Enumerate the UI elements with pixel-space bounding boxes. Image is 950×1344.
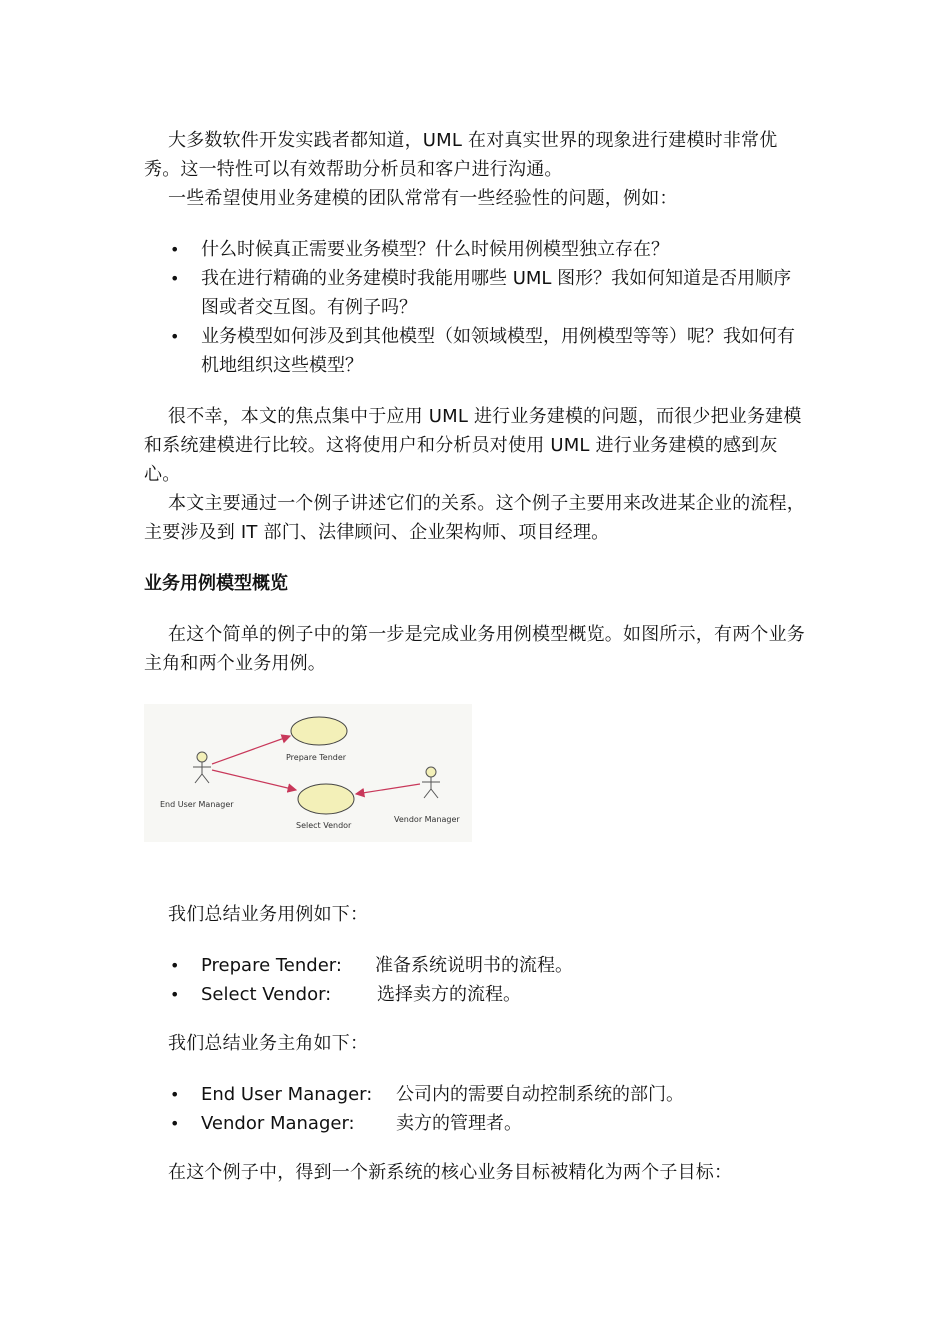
usecases-summary-lead: 我们总结业务用例如下： (168, 904, 369, 925)
usecase-list (144, 951, 808, 1009)
body-paragraph-4: 本文主要通过一个例子讲述它们的关系。这个例子主要用来改进某企业的流程，主要涉及到 IT 部门、法律顾问、企业架构师、项目经理。 (144, 493, 805, 543)
actor-vendor-manager-icon (422, 767, 440, 798)
association-arrow (356, 784, 420, 794)
bullet-icon: • (170, 269, 180, 288)
section-heading: 业务用例模型概览 (144, 573, 288, 594)
list-item: • Select Vendor: 选择卖方的流程。 (144, 980, 808, 1009)
usecase-prepare-tender-ellipse (291, 717, 347, 745)
actor-vendor-manager-label: Vendor Manager (394, 815, 460, 824)
list-item: • Vendor Manager: 卖方的管理者。 (144, 1109, 808, 1138)
question-list (144, 235, 808, 380)
actors-summary-lead: 我们总结业务主角如下： (168, 1033, 369, 1054)
usecase-select-vendor-ellipse (298, 784, 354, 814)
use-case-diagram (144, 704, 472, 842)
bullet-icon: • (170, 1114, 180, 1133)
usecase-prepare-tender-label: Prepare Tender (286, 753, 347, 762)
list-item: • 业务模型如何涉及到其他模型（如领域模型，用例模型等等）呢？我如何有机地组织这些模型？ (144, 322, 808, 380)
intro-paragraph-1: 大多数软件开发实践者都知道，UML 在对真实世界的现象进行建模时非常优秀。这一特性可以有效帮助分析员和客户进行沟通。 (144, 130, 778, 180)
bullet-icon: • (170, 1085, 180, 1104)
actor-end-user-manager-icon (193, 752, 211, 783)
actor-list (144, 1080, 808, 1138)
actor-end-user-manager-label: End User Manager (160, 800, 234, 809)
usecase-select-vendor-label: Select Vendor (296, 821, 352, 830)
section-paragraph: 在这个简单的例子中的第一步是完成业务用例模型概览。如图所示，有两个业务主角和两个业务用例。 (144, 624, 805, 674)
closing-paragraph: 在这个例子中，得到一个新系统的核心业务目标被精化为两个子目标： (168, 1162, 733, 1183)
body-paragraph-3: 很不幸，本文的焦点集中于应用 UML 进行业务建模的问题，而很少把业务建模和系统建模进行比较。这将使用户和分析员对使用 UML 进行业务建模的感到灰心。 (144, 406, 802, 485)
bullet-icon: • (170, 985, 180, 1004)
intro-paragraph-2: 一些希望使用业务建模的团队常常有一些经验性的问题，例如： (168, 188, 678, 209)
list-item: • End User Manager: 公司内的需要自动控制系统的部门。 (144, 1080, 808, 1109)
bullet-icon: • (170, 956, 180, 975)
list-item: • Prepare Tender: 准备系统说明书的流程。 (144, 951, 808, 980)
association-arrow (212, 736, 290, 764)
list-item: • 什么时候真正需要业务模型？什么时候用例模型独立存在？ (144, 235, 808, 264)
list-item: • 我在进行精确的业务建模时我能用哪些 UML 图形？我如何知道是否用顺序图或者交互图。有例子吗？ (144, 264, 808, 322)
bullet-icon: • (170, 327, 180, 346)
document-content (144, 126, 808, 1187)
bullet-icon: • (170, 240, 180, 259)
association-arrow (212, 770, 296, 790)
use-case-diagram-svg (144, 704, 472, 842)
